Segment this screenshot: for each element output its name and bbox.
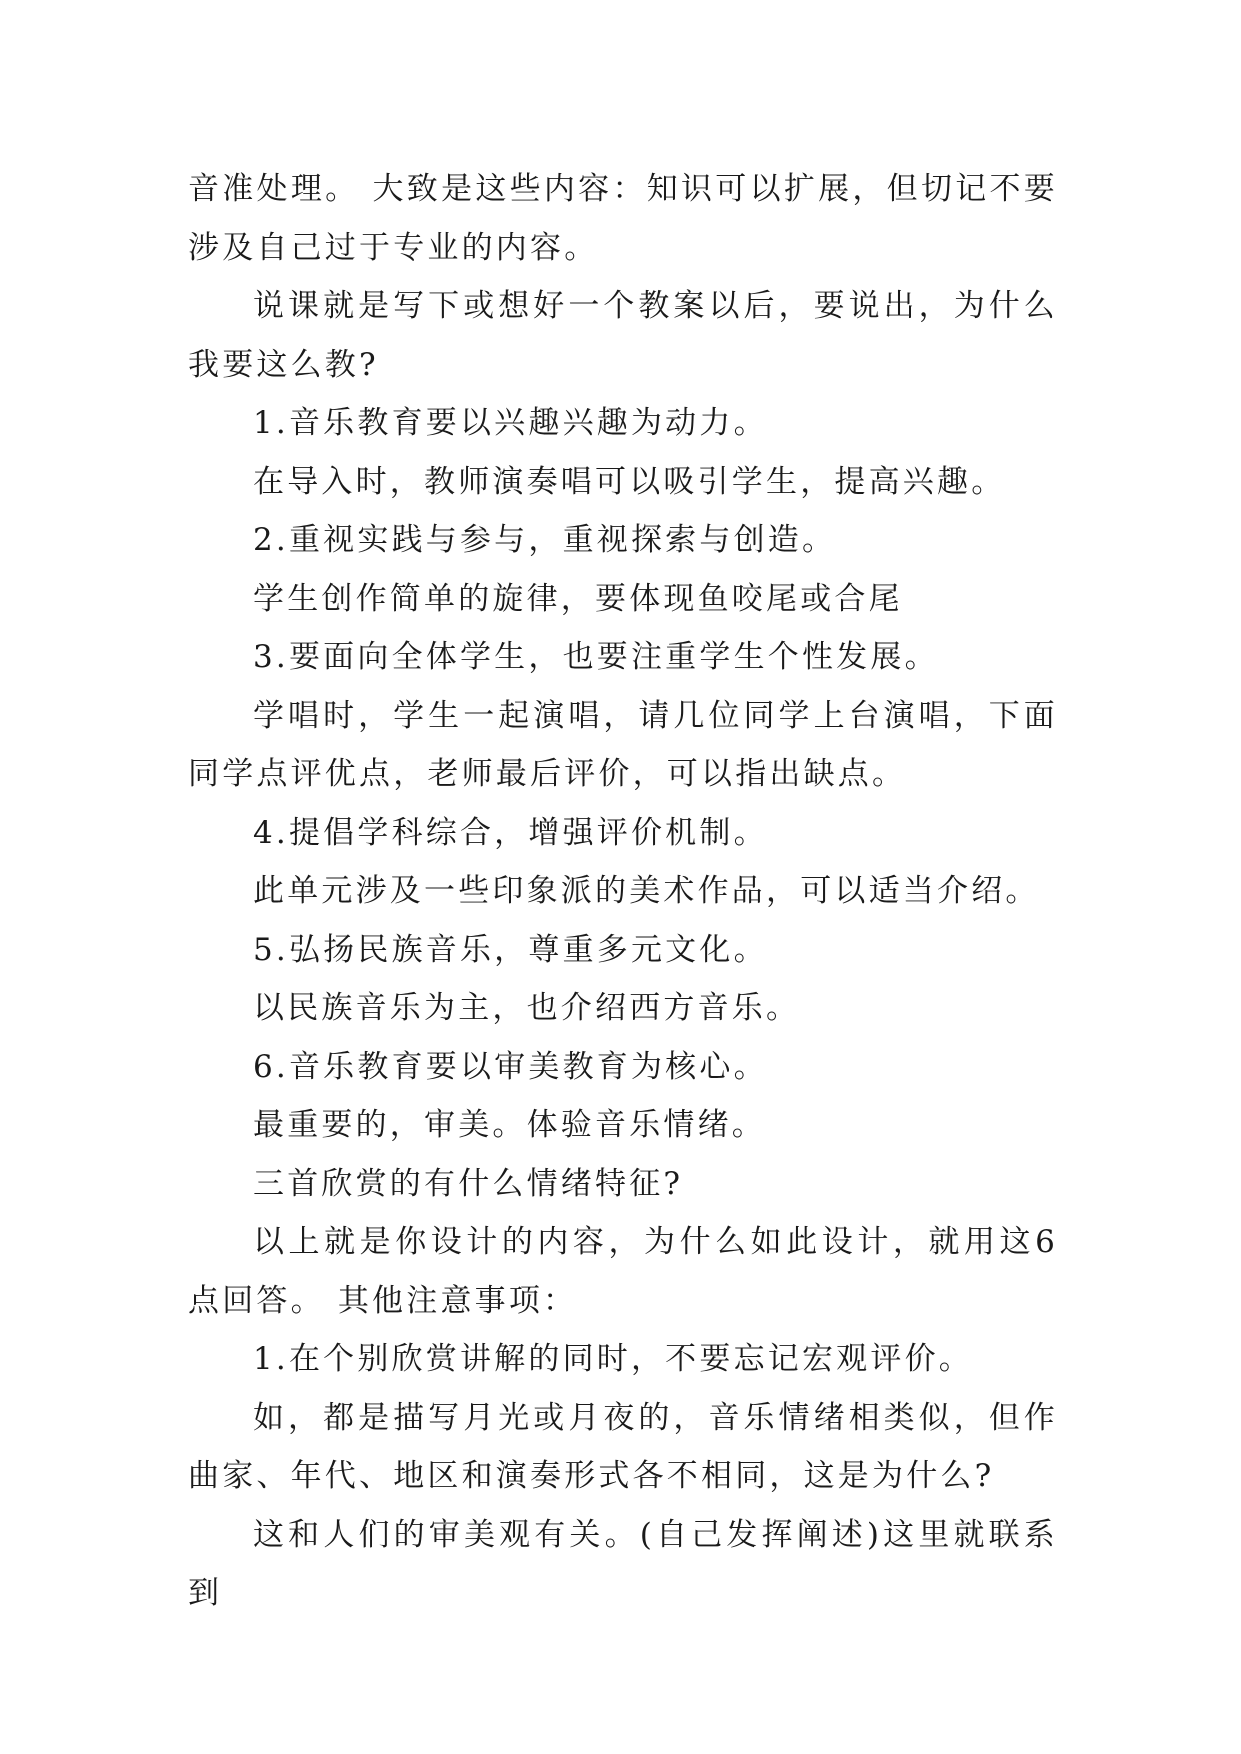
- document-body: [188, 160, 1058, 1623]
- paragraph-5: 2.重视实践与参与，重视探索与创造。: [253, 522, 837, 558]
- paragraph-13: 6.音乐教育要以审美教育为核心。: [253, 1048, 768, 1085]
- paragraph-17: 1.在个别欣赏讲解的同时，不要忘记宏观评价。: [253, 1341, 973, 1377]
- paragraph-14: 最重要的，审美。体验音乐情绪。: [253, 1107, 766, 1143]
- paragraph-19: 这和人们的审美观有关。(自己发挥阐述)这里就联系到: [188, 1516, 1058, 1611]
- paragraph-16: 以上就是你设计的内容，为什么如此设计，就用这6点回答。 其他注意事项：: [188, 1224, 1058, 1319]
- paragraph-4: 在导入时，教师演奏唱可以吸引学生，提高兴趣。: [253, 463, 1006, 500]
- paragraph-11: 5.弘扬民族音乐，尊重多元文化。: [253, 931, 768, 968]
- paragraph-3: 1.音乐教育要以兴趣兴趣为动力。: [253, 405, 768, 441]
- paragraph-2: 说课就是写下或想好一个教案以后，要说出，为什么我要这么教?: [188, 288, 1058, 383]
- paragraph-12: 以民族音乐为主，也介绍西方音乐。: [253, 990, 801, 1026]
- paragraph-10: 此单元涉及一些印象派的美术作品，可以适当介绍。: [253, 873, 1040, 909]
- paragraph-15: 三首欣赏的有什么情绪特征?: [253, 1165, 684, 1202]
- paragraph-7: 3.要面向全体学生，也要注重学生个性发展。: [253, 639, 939, 675]
- paragraph-9: 4.提倡学科综合，增强评价机制。: [253, 814, 768, 851]
- paragraph-1: 音准处理。 大致是这些内容：知识可以扩展，但切记不要涉及自己过于专业的内容。: [188, 171, 1058, 266]
- paragraph-6: 学生创作简单的旋律，要体现鱼咬尾或合尾: [253, 580, 903, 617]
- paragraph-8: 学唱时，学生一起演唱，请几位同学上台演唱，下面同学点评优点，老师最后评价，可以指出缺点。: [188, 697, 1058, 792]
- paragraph-18: 如，都是描写月光或月夜的，音乐情绪相类似，但作曲家、年代、地区和演奏形式各不相同，这是为什么?: [188, 1399, 1058, 1494]
